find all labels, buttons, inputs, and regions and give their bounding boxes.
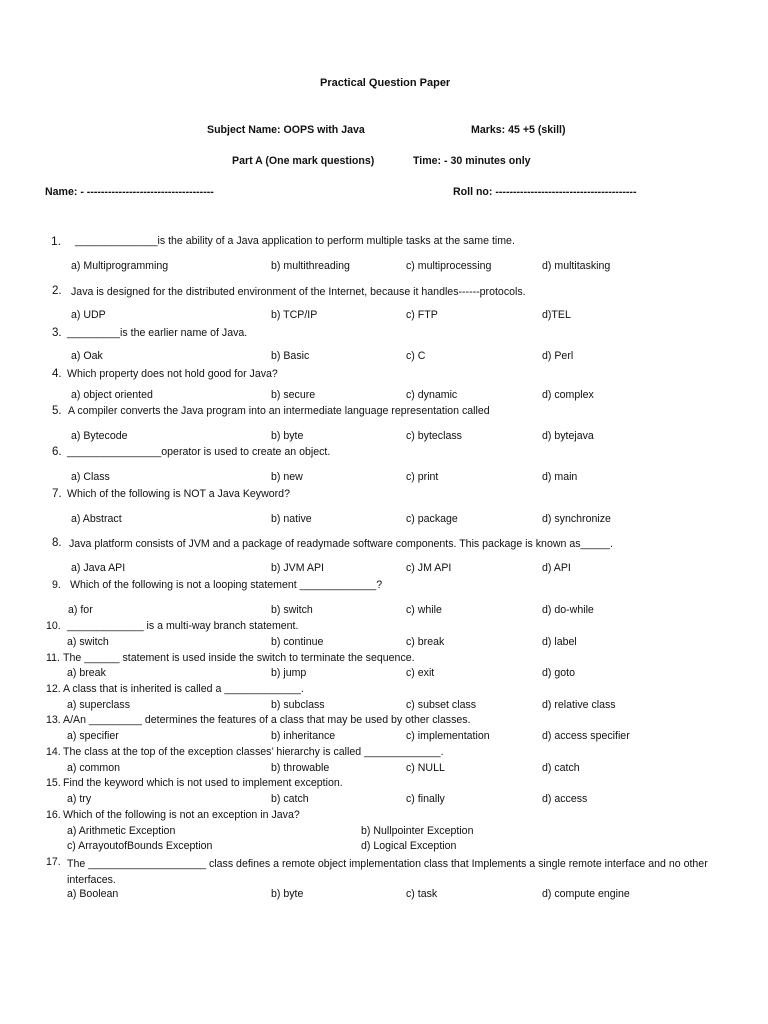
option-b: b) Nullpointer Exception [361, 825, 474, 837]
option-a: a) specifier [67, 730, 119, 742]
option-d: d) bytejava [542, 430, 594, 442]
option-d: d) access specifier [542, 730, 630, 742]
option-a: a) for [68, 604, 93, 616]
option-d: d) API [542, 562, 571, 574]
question-text: A/An _________ determines the features of a class that may be used by other classes. [63, 714, 471, 726]
question-text: Which of the following is not a looping statement _____________? [70, 579, 383, 591]
question-number: 15. [46, 777, 61, 789]
option-b: b) native [271, 513, 312, 525]
option-d: d) synchronize [542, 513, 611, 525]
option-a: a) superclass [67, 699, 130, 711]
question-text: A compiler converts the Java program into an intermediate language representation called [68, 405, 490, 417]
option-a: a) Multiprogramming [71, 260, 169, 272]
question-text: The ____________________ class defines a remote object implementation class that Implements a single remote interface and no other interfaces. [67, 858, 708, 886]
option-c: c) subset class [406, 699, 477, 711]
question-number: 5. [52, 405, 62, 417]
question-number: 7. [52, 488, 62, 500]
option-b: b) Basic [271, 350, 310, 362]
question-text: _____________ is a multi-way branch statement. [67, 620, 299, 632]
question-text: The class at the top of the exception classes’ hierarchy is called _____________. [63, 746, 444, 758]
option-d: d) Logical Exception [361, 840, 457, 852]
option-d: d) access [542, 793, 588, 805]
option-c: c) exit [406, 667, 435, 679]
question-number: 2. [52, 285, 62, 297]
option-c: c) ArrayoutofBounds Exception [67, 840, 213, 852]
option-a: a) try [67, 793, 92, 805]
question-number: 14. [46, 746, 61, 758]
marks: Marks: 45 +5 (skill) [471, 124, 566, 136]
option-d: d) Perl [542, 350, 574, 362]
option-b: b) catch [271, 793, 309, 805]
option-c: c) finally [406, 793, 445, 805]
question-text: ______________is the ability of a Java application to perform multiple tasks at the same time. [75, 235, 515, 247]
option-c: c) NULL [406, 762, 445, 774]
option-b: b) TCP/IP [271, 309, 318, 321]
option-c: c) while [406, 604, 442, 616]
option-a: a) Bytecode [71, 430, 128, 442]
option-a: a) Boolean [67, 888, 119, 900]
option-c: c) print [406, 471, 439, 483]
option-c: c) break [406, 636, 445, 648]
option-b: b) byte [271, 888, 304, 900]
option-d: d) label [542, 636, 577, 648]
option-d: d) main [542, 471, 578, 483]
option-d: d) complex [542, 389, 594, 401]
option-a: a) Oak [71, 350, 103, 362]
option-b: b) subclass [271, 699, 325, 711]
question-text: A class that is inherited is called a _____________. [63, 683, 304, 695]
option-b: b) switch [271, 604, 313, 616]
question-text: The ______ statement is used inside the switch to terminate the sequence. [63, 652, 415, 664]
option-c: c) JM API [406, 562, 452, 574]
question-text: Find the keyword which is not used to implement exception. [63, 777, 343, 789]
question-text: Which of the following is NOT a Java Keyword? [67, 488, 290, 500]
option-b: b) JVM API [271, 562, 324, 574]
option-d: d) catch [542, 762, 580, 774]
option-c: c) FTP [406, 309, 438, 321]
question-number: 8. [52, 537, 62, 549]
question-text: ________________operator is used to create an object. [67, 446, 331, 458]
option-d: d) do-while [542, 604, 594, 616]
question-text: Which of the following is not an exception in Java? [63, 809, 300, 821]
paper-title: Practical Question Paper [320, 77, 451, 89]
option-a: a) Abstract [71, 513, 122, 525]
question-number: 10. [46, 620, 61, 632]
question-number: 16. [46, 809, 61, 821]
question-text: Which property does not hold good for Java? [67, 368, 278, 380]
question-number: 6. [52, 446, 62, 458]
option-c: c) byteclass [406, 430, 462, 442]
question-number: 13. [46, 714, 61, 726]
option-c: c) multiprocessing [406, 260, 492, 272]
option-c: c) C [406, 350, 426, 362]
question-text: Java is designed for the distributed environment of the Internet, because it handles------protocols. [71, 286, 526, 298]
subject-name: Subject Name: OOPS with Java [207, 124, 365, 136]
option-b: b) secure [271, 389, 316, 401]
question-text: Java platform consists of JVM and a package of readymade software components. This package is known as_____. [69, 538, 613, 550]
question-number: 3. [52, 327, 62, 339]
option-a: a) UDP [71, 309, 106, 321]
option-b: b) multithreading [271, 260, 350, 272]
option-a: a) Arithmetic Exception [67, 825, 176, 837]
question-number: 1. [51, 234, 62, 248]
option-d: d) multitasking [542, 260, 611, 272]
question-number: 9. [52, 579, 61, 591]
question-text: _________is the earlier name of Java. [67, 327, 248, 339]
option-b: b) byte [271, 430, 304, 442]
option-a: a) Java API [71, 562, 126, 574]
roll-number-field: Roll no: ---------------------------------------- [453, 186, 637, 198]
option-b: b) jump [271, 667, 307, 679]
option-c: c) package [406, 513, 458, 525]
option-d: d) relative class [542, 699, 616, 711]
option-b: b) inheritance [271, 730, 336, 742]
question-number: 4. [52, 368, 62, 380]
option-a: a) object oriented [71, 389, 153, 401]
option-a: a) Class [71, 471, 110, 483]
name-field: Name: - ------------------------------------ [45, 186, 214, 198]
option-d: d) goto [542, 667, 575, 679]
option-a: a) break [67, 667, 106, 679]
option-c: c) implementation [406, 730, 490, 742]
question-number: 17. [46, 856, 61, 868]
option-b: b) continue [271, 636, 324, 648]
option-b: b) throwable [271, 762, 330, 774]
option-c: c) task [406, 888, 438, 900]
option-b: b) new [271, 471, 303, 483]
option-a: a) switch [67, 636, 109, 648]
question-number: 12. [46, 683, 61, 695]
question-number: 11. [46, 652, 60, 664]
option-a: a) common [67, 762, 120, 774]
time-limit: Time: - 30 minutes only [413, 155, 531, 167]
option-d: d)TEL [542, 309, 571, 321]
part-a-heading: Part A (One mark questions) [232, 155, 375, 167]
option-c: c) dynamic [406, 389, 458, 401]
option-d: d) compute engine [542, 888, 630, 900]
